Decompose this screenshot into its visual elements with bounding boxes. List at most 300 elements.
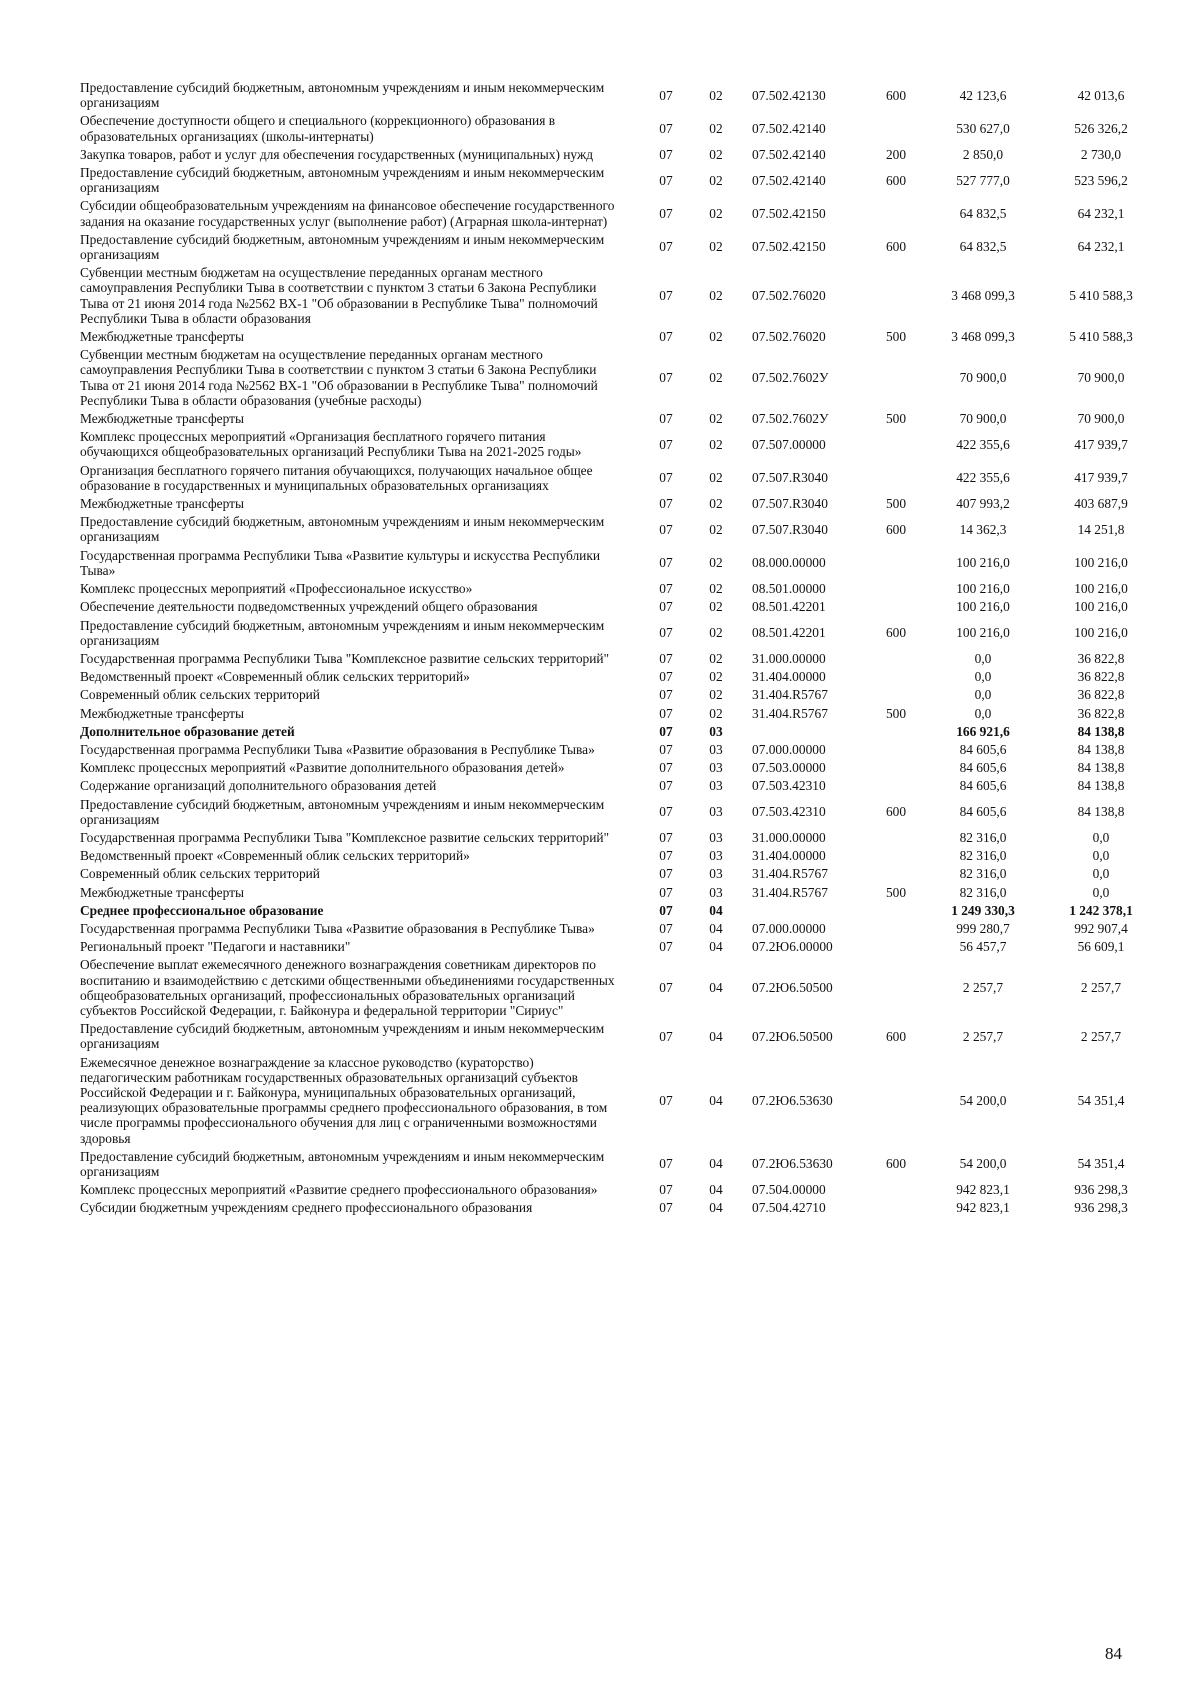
subsection-code: 03 <box>709 723 723 739</box>
subsection-code: 02 <box>709 87 723 103</box>
amount-year-2: 523 596,2 <box>1074 172 1128 188</box>
section-code: 07 <box>659 1182 673 1198</box>
expense-type-code <box>868 111 924 144</box>
document-page <box>80 78 1160 1217</box>
section-code: 07 <box>659 705 673 721</box>
item-name: Современный облик сельских территорий <box>80 687 320 703</box>
amount-year-1: 527 777,0 <box>956 172 1010 188</box>
expense-type-code <box>868 461 924 494</box>
expense-type-code <box>868 579 924 597</box>
amount-year-2: 70 900,0 <box>1077 370 1125 386</box>
expense-type-code <box>868 846 924 864</box>
amount-year-1: 14 362,3 <box>959 521 1007 537</box>
table-row <box>80 649 1160 667</box>
section-code: 07 <box>659 555 673 571</box>
expense-type-code <box>868 919 924 937</box>
table-row <box>80 776 1160 794</box>
section-code: 07 <box>659 866 673 882</box>
section-code: 07 <box>659 687 673 703</box>
amount-year-2: 54 351,4 <box>1077 1092 1125 1108</box>
target-article-code: 31.404.00000 <box>752 848 826 864</box>
table-row <box>80 1053 1160 1147</box>
target-article-code: 31.404.R5767 <box>752 705 828 721</box>
amount-year-2: 5 410 588,3 <box>1069 329 1133 345</box>
item-name: Обеспечение деятельности подведомственных учреждений общего образования <box>80 599 538 615</box>
expense-type-code <box>868 740 924 758</box>
target-article-code: 07.502.42140 <box>752 146 826 162</box>
item-name: Предоставление субсидий бюджетным, автономным учреждениям и иным некоммерческим организациям <box>80 514 605 545</box>
amount-year-1: 530 627,0 <box>956 121 1010 136</box>
table-row <box>80 494 1160 512</box>
target-article-code: 08.000.00000 <box>752 555 826 571</box>
section-code: 07 <box>659 723 673 739</box>
amount-year-1: 56 457,7 <box>959 939 1007 955</box>
amount-year-2: 0,0 <box>1092 884 1110 900</box>
section-code: 07 <box>659 902 673 918</box>
item-name: Комплекс процессных мероприятий «Развитие дополнительного образования детей» <box>80 760 565 776</box>
budget-table <box>80 78 1160 1217</box>
table-row <box>80 512 1160 545</box>
subsection-code: 02 <box>709 581 723 597</box>
table-row <box>80 409 1160 427</box>
target-article-code: 07.502.7602У <box>752 370 829 386</box>
subsection-code: 02 <box>709 650 723 666</box>
amount-year-2: 0,0 <box>1092 866 1110 882</box>
budget-table-body <box>80 78 1160 1217</box>
amount-year-2: 100 216,0 <box>1074 581 1128 597</box>
expense-type-code: 600 <box>885 625 907 641</box>
subsection-code: 03 <box>709 884 723 900</box>
page-number: 84 <box>1105 1644 1122 1663</box>
amount-year-1: 2 257,7 <box>962 1028 1004 1044</box>
amount-year-2: 84 138,8 <box>1077 741 1125 757</box>
amount-year-1: 64 832,5 <box>959 239 1007 255</box>
amount-year-2: 100 216,0 <box>1074 599 1128 615</box>
amount-year-2: 84 138,8 <box>1077 778 1125 794</box>
item-name: Межбюджетные трансферты <box>80 884 244 900</box>
target-article-code: 07.502.42150 <box>752 239 826 255</box>
amount-year-1: 0,0 <box>974 669 992 685</box>
amount-year-1: 82 316,0 <box>959 884 1007 900</box>
table-row <box>80 937 1160 955</box>
expense-type-code: 500 <box>885 411 907 427</box>
subsection-code: 02 <box>709 470 723 486</box>
table-row <box>80 327 1160 345</box>
table-row <box>80 145 1160 163</box>
target-article-code: 07.2Ю6.50500 <box>752 980 833 996</box>
amount-year-1: 942 823,1 <box>956 1182 1010 1198</box>
subsection-code: 02 <box>709 288 723 304</box>
item-name: Предоставление субсидий бюджетным, автономным учреждениям и иным некоммерческим организациям <box>80 1148 605 1179</box>
item-name: Предоставление субсидий бюджетным, автономным учреждениям и иным некоммерческим организациям <box>80 165 605 196</box>
amount-year-2: 417 939,7 <box>1074 436 1128 452</box>
expense-type-code <box>868 685 924 703</box>
table-row <box>80 722 1160 740</box>
section-code: 07 <box>659 470 673 486</box>
expense-type-code: 600 <box>885 521 907 537</box>
item-name: Обеспечение доступности общего и специального (коррекционного) образования в образовательных организациях (школы-интернаты) <box>80 113 556 144</box>
item-name: Субсидии бюджетным учреждениям среднего профессионального образования <box>80 1200 533 1216</box>
table-row <box>80 758 1160 776</box>
subsection-code: 04 <box>709 1182 723 1198</box>
table-row <box>80 667 1160 685</box>
section-code: 07 <box>659 669 673 685</box>
amount-year-2: 42 013,6 <box>1077 87 1125 103</box>
section-code: 07 <box>659 206 673 222</box>
amount-year-1: 0,0 <box>974 650 992 666</box>
item-name: Межбюджетные трансферты <box>80 496 244 512</box>
subsection-code: 03 <box>709 848 723 864</box>
table-row <box>80 546 1160 579</box>
section-code: 07 <box>659 436 673 452</box>
amount-year-2: 14 251,8 <box>1077 521 1125 537</box>
item-name: Современный облик сельских территорий <box>80 866 320 882</box>
target-article-code: 07.504.00000 <box>752 1182 826 1198</box>
table-row <box>80 828 1160 846</box>
section-code: 07 <box>659 329 673 345</box>
subsection-code: 04 <box>709 902 723 918</box>
amount-year-2: 56 609,1 <box>1077 939 1125 955</box>
target-article-code: 07.502.42150 <box>752 206 826 222</box>
expense-type-code <box>868 196 924 229</box>
item-name: Субвенции местным бюджетам на осуществление переданных органам местного самоуправления Республики Тыва в соответствии с пунктом 3 статьи 6 Закона Республики Тыва от 21 июня 2014 года №2562 ВХ-1 "Об образовании в Республике Тыва" полномочий Республики Тыва в области образования (учебные расходы) <box>80 347 598 408</box>
item-name: Ведомственный проект «Современный облик сельских территорий» <box>80 669 470 685</box>
table-row <box>80 1019 1160 1052</box>
expense-type-code: 500 <box>885 705 907 721</box>
subsection-code: 02 <box>709 496 723 512</box>
table-row <box>80 78 1160 111</box>
amount-year-1: 2 850,0 <box>962 146 1004 162</box>
expense-type-code: 200 <box>885 146 907 162</box>
expense-type-code <box>868 263 924 327</box>
expense-type-code: 500 <box>885 884 907 900</box>
item-name: Межбюджетные трансферты <box>80 329 244 345</box>
expense-type-code <box>868 597 924 615</box>
amount-year-1: 422 355,6 <box>956 470 1010 486</box>
target-article-code: 31.404.00000 <box>752 669 826 685</box>
target-article-code: 07.502.42140 <box>752 121 826 136</box>
item-name: Ведомственный проект «Современный облик сельских территорий» <box>80 848 470 864</box>
section-code: 07 <box>659 1200 673 1216</box>
item-name: Комплекс процессных мероприятий «Профессиональное искусство» <box>80 581 473 597</box>
amount-year-1: 84 605,6 <box>959 804 1007 820</box>
subsection-code: 02 <box>709 239 723 255</box>
amount-year-1: 64 832,5 <box>959 206 1007 222</box>
section-code: 07 <box>659 87 673 103</box>
target-article-code: 07.507.R3040 <box>752 470 828 486</box>
amount-year-2: 2 257,7 <box>1080 1028 1122 1044</box>
amount-year-1: 3 468 099,3 <box>951 288 1015 304</box>
target-article-code: 07.507.R3040 <box>752 496 828 512</box>
amount-year-1: 2 257,7 <box>962 980 1004 996</box>
target-article-code: 07.502.42130 <box>752 87 826 103</box>
expense-type-code: 600 <box>885 1028 907 1044</box>
item-name: Предоставление субсидий бюджетным, автономным учреждениям и иным некоммерческим организациям <box>80 796 605 827</box>
amount-year-1: 3 468 099,3 <box>951 329 1015 345</box>
expense-type-code: 600 <box>885 172 907 188</box>
target-article-code: 07.000.00000 <box>752 920 826 936</box>
table-row <box>80 345 1160 409</box>
item-name: Государственная программа Республики Тыва «Развитие образования в Республике Тыва» <box>80 741 595 757</box>
expense-type-code: 600 <box>885 804 907 820</box>
target-article-code: 31.404.R5767 <box>752 687 828 703</box>
amount-year-2: 64 232,1 <box>1077 239 1125 255</box>
target-article-code: 08.501.42201 <box>752 599 826 615</box>
table-row <box>80 795 1160 828</box>
item-name: Предоставление субсидий бюджетным, автономным учреждениям и иным некоммерческим организациям <box>80 1021 605 1052</box>
section-code: 07 <box>659 804 673 820</box>
amount-year-2: 36 822,8 <box>1077 687 1125 703</box>
expense-type-code <box>868 901 924 919</box>
table-row <box>80 901 1160 919</box>
item-name: Закупка товаров, работ и услуг для обеспечения государственных (муниципальных) нужд <box>80 146 594 162</box>
subsection-code: 02 <box>709 329 723 345</box>
target-article-code: 07.2Ю6.53630 <box>752 1156 833 1172</box>
table-row <box>80 864 1160 882</box>
section-code: 07 <box>659 239 673 255</box>
item-name: Субвенции местным бюджетам на осуществление переданных органам местного самоуправления Республики Тыва в соответствии с пунктом 3 статьи 6 Закона Республики Тыва от 21 июня 2014 года №2562 ВХ-1 "Об образовании в Республике Тыва" полномочий Республики Тыва в области образования <box>80 265 598 326</box>
table-row <box>80 1180 1160 1198</box>
expense-type-code <box>868 828 924 846</box>
expense-type-code <box>868 1053 924 1147</box>
table-row <box>80 740 1160 758</box>
expense-type-code <box>868 864 924 882</box>
item-name: Государственная программа Республики Тыва «Развитие образования в Республике Тыва» <box>80 920 595 936</box>
target-article-code: 07.2Ю6.53630 <box>752 1092 833 1108</box>
expense-type-code <box>868 1198 924 1216</box>
amount-year-1: 82 316,0 <box>959 866 1007 882</box>
expense-type-code <box>868 546 924 579</box>
section-code: 07 <box>659 521 673 537</box>
item-name: Организация бесплатного горячего питания обучающихся, получающих начальное общее образование в государственных и муниципальных образовательных организациях <box>80 462 593 493</box>
table-row <box>80 597 1160 615</box>
subsection-code: 02 <box>709 705 723 721</box>
amount-year-2: 64 232,1 <box>1077 206 1125 222</box>
target-article-code: 31.000.00000 <box>752 650 826 666</box>
section-code: 07 <box>659 829 673 845</box>
section-code: 07 <box>659 288 673 304</box>
amount-year-2: 100 216,0 <box>1074 625 1128 641</box>
section-code: 07 <box>659 411 673 427</box>
item-name: Межбюджетные трансферты <box>80 411 244 427</box>
amount-year-1: 42 123,6 <box>959 87 1007 103</box>
subsection-code: 04 <box>709 1092 723 1108</box>
subsection-code: 02 <box>709 411 723 427</box>
amount-year-1: 166 921,6 <box>956 723 1010 739</box>
amount-year-2: 2 730,0 <box>1080 146 1122 162</box>
amount-year-2: 526 326,2 <box>1074 121 1128 136</box>
table-row <box>80 196 1160 229</box>
target-article-code: 07.2Ю6.50500 <box>752 1028 833 1044</box>
subsection-code: 02 <box>709 370 723 386</box>
amount-year-1: 422 355,6 <box>956 436 1010 452</box>
section-code: 07 <box>659 884 673 900</box>
subsection-code: 03 <box>709 778 723 794</box>
amount-year-1: 84 605,6 <box>959 760 1007 776</box>
target-article-code <box>740 722 868 740</box>
amount-year-1: 82 316,0 <box>959 829 1007 845</box>
target-article-code: 08.501.42201 <box>752 625 826 641</box>
subsection-code: 02 <box>709 599 723 615</box>
subsection-code: 04 <box>709 1028 723 1044</box>
target-article-code: 31.404.R5767 <box>752 866 828 882</box>
target-article-code: 07.503.00000 <box>752 760 826 776</box>
section-code: 07 <box>659 778 673 794</box>
amount-year-2: 0,0 <box>1092 848 1110 864</box>
subsection-code: 03 <box>709 829 723 845</box>
table-row <box>80 846 1160 864</box>
subsection-code: 02 <box>709 687 723 703</box>
subsection-code: 02 <box>709 555 723 571</box>
item-name: Среднее профессиональное образование <box>80 902 324 918</box>
amount-year-2: 5 410 588,3 <box>1069 288 1133 304</box>
table-row <box>80 579 1160 597</box>
table-row <box>80 1198 1160 1216</box>
amount-year-2: 936 298,3 <box>1074 1182 1128 1198</box>
amount-year-1: 100 216,0 <box>956 581 1010 597</box>
target-article-code: 07.504.42710 <box>752 1200 826 1216</box>
table-row <box>80 616 1160 649</box>
section-code: 07 <box>659 1092 673 1108</box>
item-name: Предоставление субсидий бюджетным, автономным учреждениям и иным некоммерческим организациям <box>80 617 605 648</box>
amount-year-1: 1 249 330,3 <box>951 902 1015 918</box>
amount-year-1: 84 605,6 <box>959 741 1007 757</box>
expense-type-code: 600 <box>885 1156 907 1172</box>
amount-year-1: 0,0 <box>974 705 992 721</box>
table-row <box>80 263 1160 327</box>
expense-type-code <box>868 937 924 955</box>
amount-year-2: 100 216,0 <box>1074 555 1128 571</box>
subsection-code: 02 <box>709 172 723 188</box>
expense-type-code <box>868 776 924 794</box>
amount-year-1: 100 216,0 <box>956 625 1010 641</box>
expense-type-code <box>868 1180 924 1198</box>
subsection-code: 04 <box>709 1200 723 1216</box>
amount-year-2: 0,0 <box>1092 829 1110 845</box>
expense-type-code: 500 <box>885 496 907 512</box>
expense-type-code <box>868 345 924 409</box>
amount-year-2: 84 138,8 <box>1077 804 1125 820</box>
expense-type-code <box>868 758 924 776</box>
amount-year-2: 36 822,8 <box>1077 650 1125 666</box>
section-code: 07 <box>659 496 673 512</box>
section-code: 07 <box>659 848 673 864</box>
section-code: 07 <box>659 741 673 757</box>
table-row <box>80 230 1160 263</box>
subsection-code: 04 <box>709 939 723 955</box>
item-name: Государственная программа Республики Тыва "Комплексное развитие сельских территорий" <box>80 650 610 666</box>
amount-year-1: 0,0 <box>974 687 992 703</box>
item-name: Предоставление субсидий бюджетным, автономным учреждениям и иным некоммерческим организациям <box>80 231 605 263</box>
section-code: 07 <box>659 625 673 641</box>
target-article-code: 07.507.00000 <box>752 436 826 452</box>
expense-type-code <box>868 722 924 740</box>
expense-type-code <box>868 427 924 460</box>
target-article-code: 08.501.00000 <box>752 581 826 597</box>
section-code: 07 <box>659 1028 673 1044</box>
subsection-code: 02 <box>709 669 723 685</box>
target-article-code: 31.404.R5767 <box>752 884 828 900</box>
item-name: Комплекс процессных мероприятий «Развитие среднего профессионального образования» <box>80 1182 598 1198</box>
section-code: 07 <box>659 370 673 386</box>
section-code: 07 <box>659 121 673 136</box>
item-name: Межбюджетные трансферты <box>80 705 244 721</box>
section-code: 07 <box>659 581 673 597</box>
target-article-code: 07.2Ю6.00000 <box>752 939 833 955</box>
item-name: Содержание организаций дополнительного образования детей <box>80 778 437 794</box>
amount-year-2: 936 298,3 <box>1074 1200 1128 1216</box>
subsection-code: 04 <box>709 920 723 936</box>
table-row <box>80 1147 1160 1180</box>
section-code: 07 <box>659 146 673 162</box>
amount-year-1: 54 200,0 <box>959 1156 1007 1172</box>
amount-year-2: 70 900,0 <box>1077 411 1125 427</box>
section-code: 07 <box>659 650 673 666</box>
target-article-code: 07.507.R3040 <box>752 521 828 537</box>
expense-type-code: 500 <box>885 329 907 345</box>
target-article-code: 31.000.00000 <box>752 829 826 845</box>
amount-year-1: 100 216,0 <box>956 599 1010 615</box>
target-article-code: 07.502.7602У <box>752 411 829 427</box>
table-row <box>80 427 1160 460</box>
amount-year-1: 70 900,0 <box>959 411 1007 427</box>
amount-year-1: 70 900,0 <box>959 370 1007 386</box>
subsection-code: 02 <box>709 121 723 136</box>
section-code: 07 <box>659 1156 673 1172</box>
table-row <box>80 704 1160 722</box>
amount-year-1: 999 280,7 <box>956 920 1010 936</box>
section-code: 07 <box>659 760 673 776</box>
amount-year-2: 54 351,4 <box>1077 1156 1125 1172</box>
subsection-code: 02 <box>709 206 723 222</box>
item-name: Дополнительное образование детей <box>80 723 295 739</box>
subsection-code: 04 <box>709 980 723 996</box>
section-code: 07 <box>659 980 673 996</box>
target-article-code: 07.503.42310 <box>752 778 826 794</box>
item-name: Комплекс процессных мероприятий «Организация бесплатного горячего питания обучающихся общеобразовательных организаций Республики Тыва на 2021-2025 годы» <box>80 429 582 460</box>
subsection-code: 02 <box>709 146 723 162</box>
amount-year-1: 54 200,0 <box>959 1092 1007 1108</box>
section-code: 07 <box>659 599 673 615</box>
expense-type-code: 600 <box>885 239 907 255</box>
table-row <box>80 461 1160 494</box>
item-name: Региональный проект "Педагоги и наставники" <box>80 939 351 955</box>
table-row <box>80 111 1160 144</box>
subsection-code: 03 <box>709 760 723 776</box>
item-name: Ежемесячное денежное вознаграждение за классное руководство (кураторство) педагогическим работникам государственных образовательных организаций субъектов Российской Федерации и г. Байконура, муниципальных образовательных организаций, реализующих образовательные программы среднего профессионального образования, в том числе программы профессионального обучения для лиц с ограниченными возможностями здоровья <box>80 1054 608 1146</box>
amount-year-2: 403 687,9 <box>1074 496 1128 512</box>
item-name: Обеспечение выплат ежемесячного денежного вознаграждения советникам директоров по воспитанию и взаимодействию с детскими общественными объединениями государственных общеобразовательных организаций, профессиональных образовательных организаций субъектов Российской Федерации, г. Байконура и федеральной территории "Сириус" <box>80 957 615 1018</box>
subsection-code: 04 <box>709 1156 723 1172</box>
amount-year-2: 1 242 378,1 <box>1069 902 1133 918</box>
section-code: 07 <box>659 920 673 936</box>
subsection-code: 03 <box>709 741 723 757</box>
target-article-code <box>740 901 868 919</box>
table-row <box>80 919 1160 937</box>
target-article-code: 07.000.00000 <box>752 741 826 757</box>
amount-year-2: 992 907,4 <box>1074 920 1128 936</box>
target-article-code: 07.502.76020 <box>752 329 826 345</box>
table-row <box>80 955 1160 1019</box>
amount-year-1: 942 823,1 <box>956 1200 1010 1216</box>
subsection-code: 02 <box>709 436 723 452</box>
section-code: 07 <box>659 939 673 955</box>
item-name: Предоставление субсидий бюджетным, автономным учреждениям и иным некоммерческим организациям <box>80 80 605 111</box>
table-row <box>80 685 1160 703</box>
amount-year-2: 36 822,8 <box>1077 705 1125 721</box>
target-article-code: 07.502.76020 <box>752 288 826 304</box>
amount-year-1: 84 605,6 <box>959 778 1007 794</box>
